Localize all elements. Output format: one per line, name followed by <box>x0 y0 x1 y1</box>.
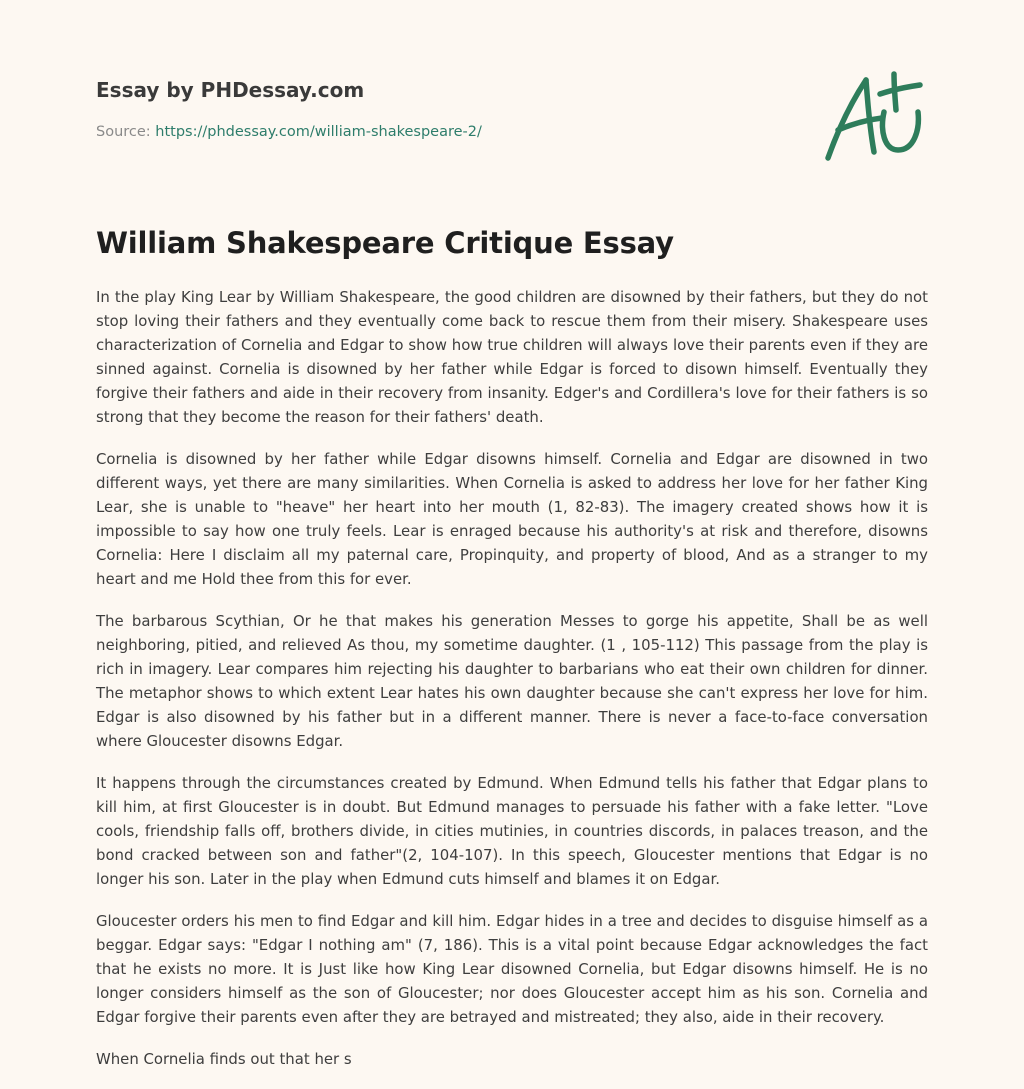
source-label: Source: <box>96 124 151 140</box>
a-plus-grade-icon <box>822 68 926 164</box>
source-link[interactable]: https://phdessay.com/william-shakespeare-2/ <box>155 124 482 140</box>
essay-paragraph: Gloucester orders his men to find Edgar and kill him. Edgar hides in a tree and decides to disguise himself as a beggar. Edgar says: "Edgar I nothing am" (7, 186). This is a vital point because Edgar acknowledges the fact that he exists no more. It is Just like how King Lear disowned Cornelia, but Edgar disowns himself. He is no longer considers himself as the son of Gloucester; nor does Gloucester accept him as his son. Cornelia and Edgar forgive their parents even after they are betrayed and mistreated; they also, aide in their recovery. <box>96 912 928 1026</box>
essay-paragraph: It happens through the circumstances created by Edmund. When Edmund tells his father that Edgar plans to kill him, at first Gloucester is in doubt. But Edmund manages to persuade his father with a fake letter. "Love cools, friendship falls off, brothers divide, in cities mutinies, in countries discords, in palaces treason, and the bond cracked between son and father"(2, 104-107). In this speech, Gloucester mentions that Edgar is no longer his son. Later in the play when Edmund cuts himself and blames it on Edgar. <box>96 774 928 888</box>
site-brand: Essay by PHDessay.com <box>96 78 365 102</box>
essay-paragraph: The barbarous Scythian, Or he that makes his generation Messes to gorge his appetite, Shall be as well neighboring, pitied, and relieved As thou, my sometime daughter. (1 , 105-112) This passage from the play is rich in imagery. Lear compares him rejecting his daughter to barbarians who eat their own children for dinner. The metaphor shows to which extent Lear hates his own daughter because she can't express her love for him. Edgar is also disowned by his father but in a different manner. There is never a face-to-face conversation where Gloucester disowns Edgar. <box>96 612 928 750</box>
source-line <box>96 124 482 140</box>
essay-paragraph: Cornelia is disowned by her father while Edgar disowns himself. Cornelia and Edgar are disowned in two different ways, yet there are many similarities. When Cornelia is asked to address her love for her father King Lear, she is unable to "heave" her heart into her mouth (1, 82-83). The imagery created shows how it is impossible to say how one truly feels. Lear is enraged because his authority's at risk and therefore, disowns Cornelia: Here I disclaim all my paternal care, Propinquity, and property of blood, And as a stranger to my heart and me Hold thee from this for ever. <box>96 450 928 588</box>
essay-body <box>96 285 928 1089</box>
essay-paragraph-truncated: When Cornelia finds out that her s <box>96 1050 352 1068</box>
essay-title: William Shakespeare Critique Essay <box>96 226 674 260</box>
essay-paragraph: In the play King Lear by William Shakespeare, the good children are disowned by their fathers, but they do not stop loving their fathers and they eventually come back to rescue them from their misery. Shakespeare uses characterization of Cornelia and Edgar to show how true children will always love their parents even if they are sinned against. Cornelia is disowned by her father while Edgar is forced to disown himself. Eventually they forgive their fathers and aide in their recovery from insanity. Edger's and Cordillera's love for their fathers is so strong that they become the reason for their fathers' death. <box>96 288 928 426</box>
